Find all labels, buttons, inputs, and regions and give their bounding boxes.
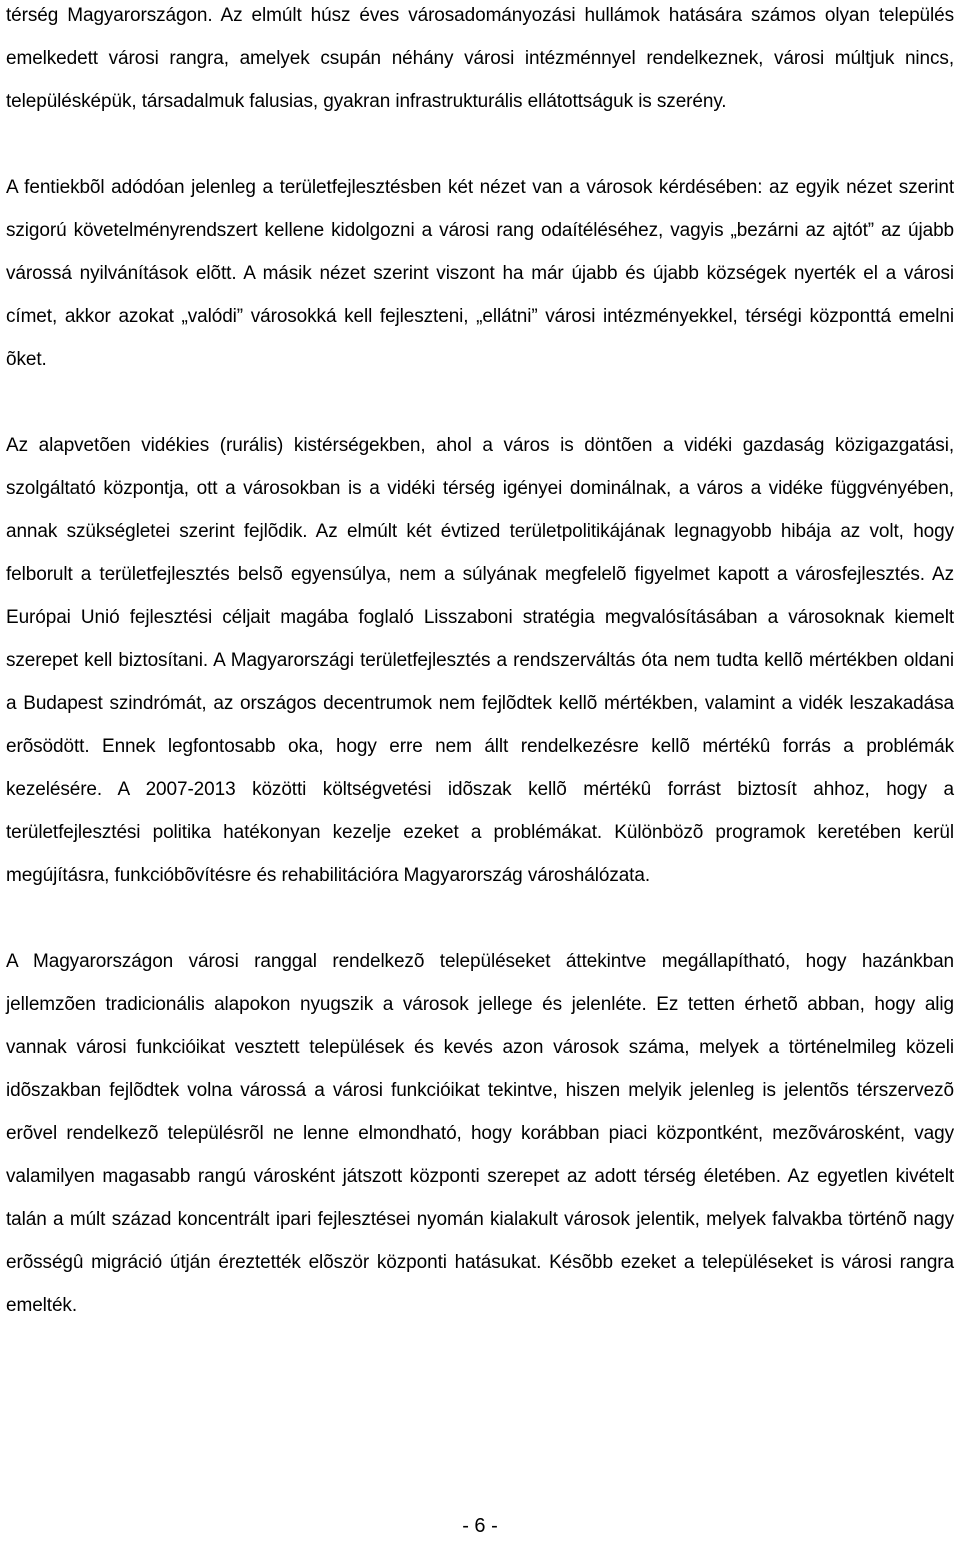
paragraph-3: Az alapvetõen vidékies (rurális) kistérségekben, ahol a város is döntõen a vidéki gazdaság közigazgatási, szolgáltató központja, ott a városokban is a vidéki térség igényei dominálnak, a város a vidéke függvényében, annak szükségletei szerint fejlõdik. Az elmúlt két évtized területpolitikájának legnagyobb hibája az volt, hogy felborult a területfejlesztés belsõ egyensúlya, nem a súlyának megfelelõ figyelmet kapott a városfejlesztés. Az Európai Unió fejlesztési céljait magába foglaló Lisszaboni stratégia megvalósításában a városoknak kiemelt szerepet kell biztosítani. A Magyarországi területfejlesztés a rendszerváltás óta nem tudta kellõ mértékben oldani a Budapest szindrómát, az országos decentrumok nem fejlõdtek kellõ mértékben, valamint a vidék leszakadása erõsödött. Ennek legfontosabb oka, hogy erre nem állt rendelkezésre kellõ mértékû forrás a problémák kezelésére. A 2007-2013 közötti költségvetési idõszak kellõ mértékû forrást biztosít ahhoz, hogy a területfejlesztési politika hatékonyan kezelje ezeket a problémákat. Különbözõ programok keretében kerül megújításra, funkcióbõvítésre és rehabilitációra Magyarország városhálózata. bbox=[6, 435, 954, 886]
paragraph-2: A fentiekbõl adódóan jelenleg a területfejlesztésben két nézet van a városok kérdésében: az egyik nézet szerint szigorú követelményrendszert kellene kidolgozni a városi rang odaítéléséhez, vagyis „bezárni az ajtót” az újabb várossá nyilvánítások elõtt. A másik nézet szerint viszont ha már újabb és újabb községek nyerték el a városi címet, akkor azokat „valódi” városokká kell fejleszteni, „ellátni” városi intézményekkel, térségi központtá emelni õket. bbox=[6, 177, 954, 370]
paragraph-1: térség Magyarországon. Az elmúlt húsz éves városadományozási hullámok hatására számos olyan település emelkedett városi rangra, amelyek csupán néhány városi intézménnyel rendelkeznek, városi múltjuk nincs, településképük, társadalmuk falusias, gyakran infrastrukturális ellátottságuk is szerény. bbox=[6, 5, 954, 112]
page-number: - 6 - bbox=[462, 1515, 498, 1537]
document-page bbox=[6, 0, 954, 1327]
paragraph-4: A Magyarországon városi ranggal rendelkezõ településeket áttekintve megállapítható, hogy hazánkban jellemzõen tradicionális alapokon nyugszik a városok jellege és jelenléte. Ez tetten érhetõ abban, hogy alig vannak városi funkcióikat vesztett települések és kevés azon városok száma, melyek a történelmileg közeli idõszakban fejlõdtek volna várossá a városi funkcióikat tekintve, hiszen melyik jelenleg is jelentõs térszervezõ erõvel rendelkezõ településrõl ne lenne elmondható, hogy korábban piaci központként, mezõvárosként, vagy valamilyen magasabb rangú városként játszott központi szerepet az adott térség életében. Az egyetlen kivételt talán a múlt század koncentrált ipari fejlesztései nyomán kialakult városok jelentik, melyek falvakba történõ nagy erõsségû migráció útján éreztették elõször központi hatásukat. Késõbb ezeket a településeket is városi rangra emelték. bbox=[6, 951, 954, 1316]
